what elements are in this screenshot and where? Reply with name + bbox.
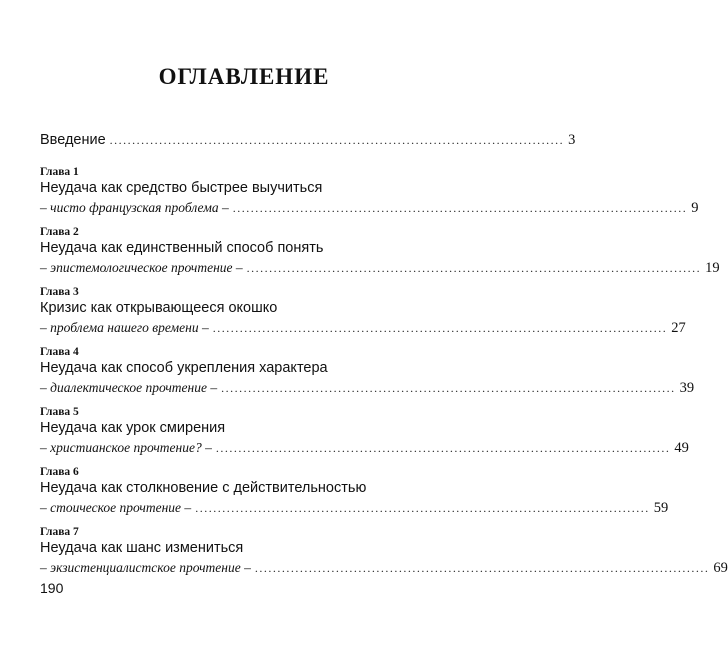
toc-entry-intro[interactable] — [40, 132, 576, 152]
chapter-4-subtitle-row[interactable] — [40, 380, 695, 400]
chapter-1-subtitle: – чисто французская проблема – — [40, 200, 229, 215]
chapter-6-page-number: 59 — [653, 500, 669, 516]
chapter-4-title[interactable]: Неудача как способ укрепления характера — [40, 360, 328, 376]
chapter-6-subtitle: – стоическое прочтение – — [40, 500, 192, 515]
chapter-5-subtitle-row[interactable] — [40, 440, 689, 460]
chapter-6-subtitle-row[interactable] — [40, 500, 669, 520]
leader-dots: ..................................................................................................... — [254, 561, 710, 575]
leader-dots: ..................................................................................................... — [212, 321, 668, 335]
leader-dots: ..................................................................................................... — [246, 261, 702, 275]
chapter-3-title[interactable]: Кризис как открывающееся окошко — [40, 300, 278, 316]
chapter-5-page-number: 49 — [674, 440, 689, 456]
chapter-5-title[interactable]: Неудача как урок смирения — [40, 420, 226, 436]
intro-title: Введение — [40, 132, 106, 148]
chapter-2-subtitle: – эпистемологическое прочтение – — [40, 260, 243, 275]
chapter-7-page-number: 69 — [713, 560, 728, 576]
leader-dots: ..................................................................................................... — [221, 381, 676, 395]
chapter-3-subtitle-row[interactable] — [40, 320, 686, 340]
leader-dots: ..................................................................................................... — [215, 441, 671, 455]
chapter-4-label: Глава 4 — [40, 346, 79, 358]
intro-page-number: 3 — [568, 132, 576, 148]
chapter-1-title[interactable]: Неудача как средство быстрее выучиться — [40, 180, 323, 196]
chapter-7-subtitle-row[interactable] — [40, 560, 728, 580]
chapter-2-subtitle-row[interactable] — [40, 260, 720, 280]
chapter-7-label: Глава 7 — [40, 526, 79, 538]
chapter-2-label: Глава 2 — [40, 226, 79, 238]
leader-dots: ..................................................................................................... — [109, 133, 565, 147]
chapter-6-title[interactable]: Неудача как столкновение с действительностью — [40, 480, 367, 496]
chapter-3-subtitle: – проблема нашего времени – — [40, 320, 209, 335]
page-title: ОГЛАВЛЕНИЕ — [158, 64, 330, 89]
chapter-7-title[interactable]: Неудача как шанс измениться — [40, 540, 244, 556]
chapter-2-title[interactable]: Неудача как единственный способ понять — [40, 240, 324, 256]
chapter-6-label: Глава 6 — [40, 466, 79, 478]
chapter-5-subtitle: – христианское прочтение? – — [40, 440, 212, 455]
chapter-5-label: Глава 5 — [40, 406, 79, 418]
chapter-4-subtitle: – диалектическое прочтение – — [40, 380, 218, 395]
leader-dots: ..................................................................................................... — [232, 201, 688, 215]
chapter-3-label: Глава 3 — [40, 286, 79, 298]
leader-dots: ..................................................................................................... — [195, 501, 650, 515]
chapter-1-subtitle-row[interactable] — [40, 200, 699, 220]
chapter-7-subtitle: – экзистенциалистское прочтение – — [40, 560, 251, 575]
chapter-3-page-number: 27 — [671, 320, 686, 336]
page-number: 190 — [40, 580, 64, 596]
chapter-2-page-number: 19 — [705, 260, 720, 276]
chapter-1-label: Глава 1 — [40, 166, 79, 178]
chapter-4-page-number: 39 — [679, 380, 695, 396]
chapter-1-page-number: 9 — [691, 200, 699, 216]
